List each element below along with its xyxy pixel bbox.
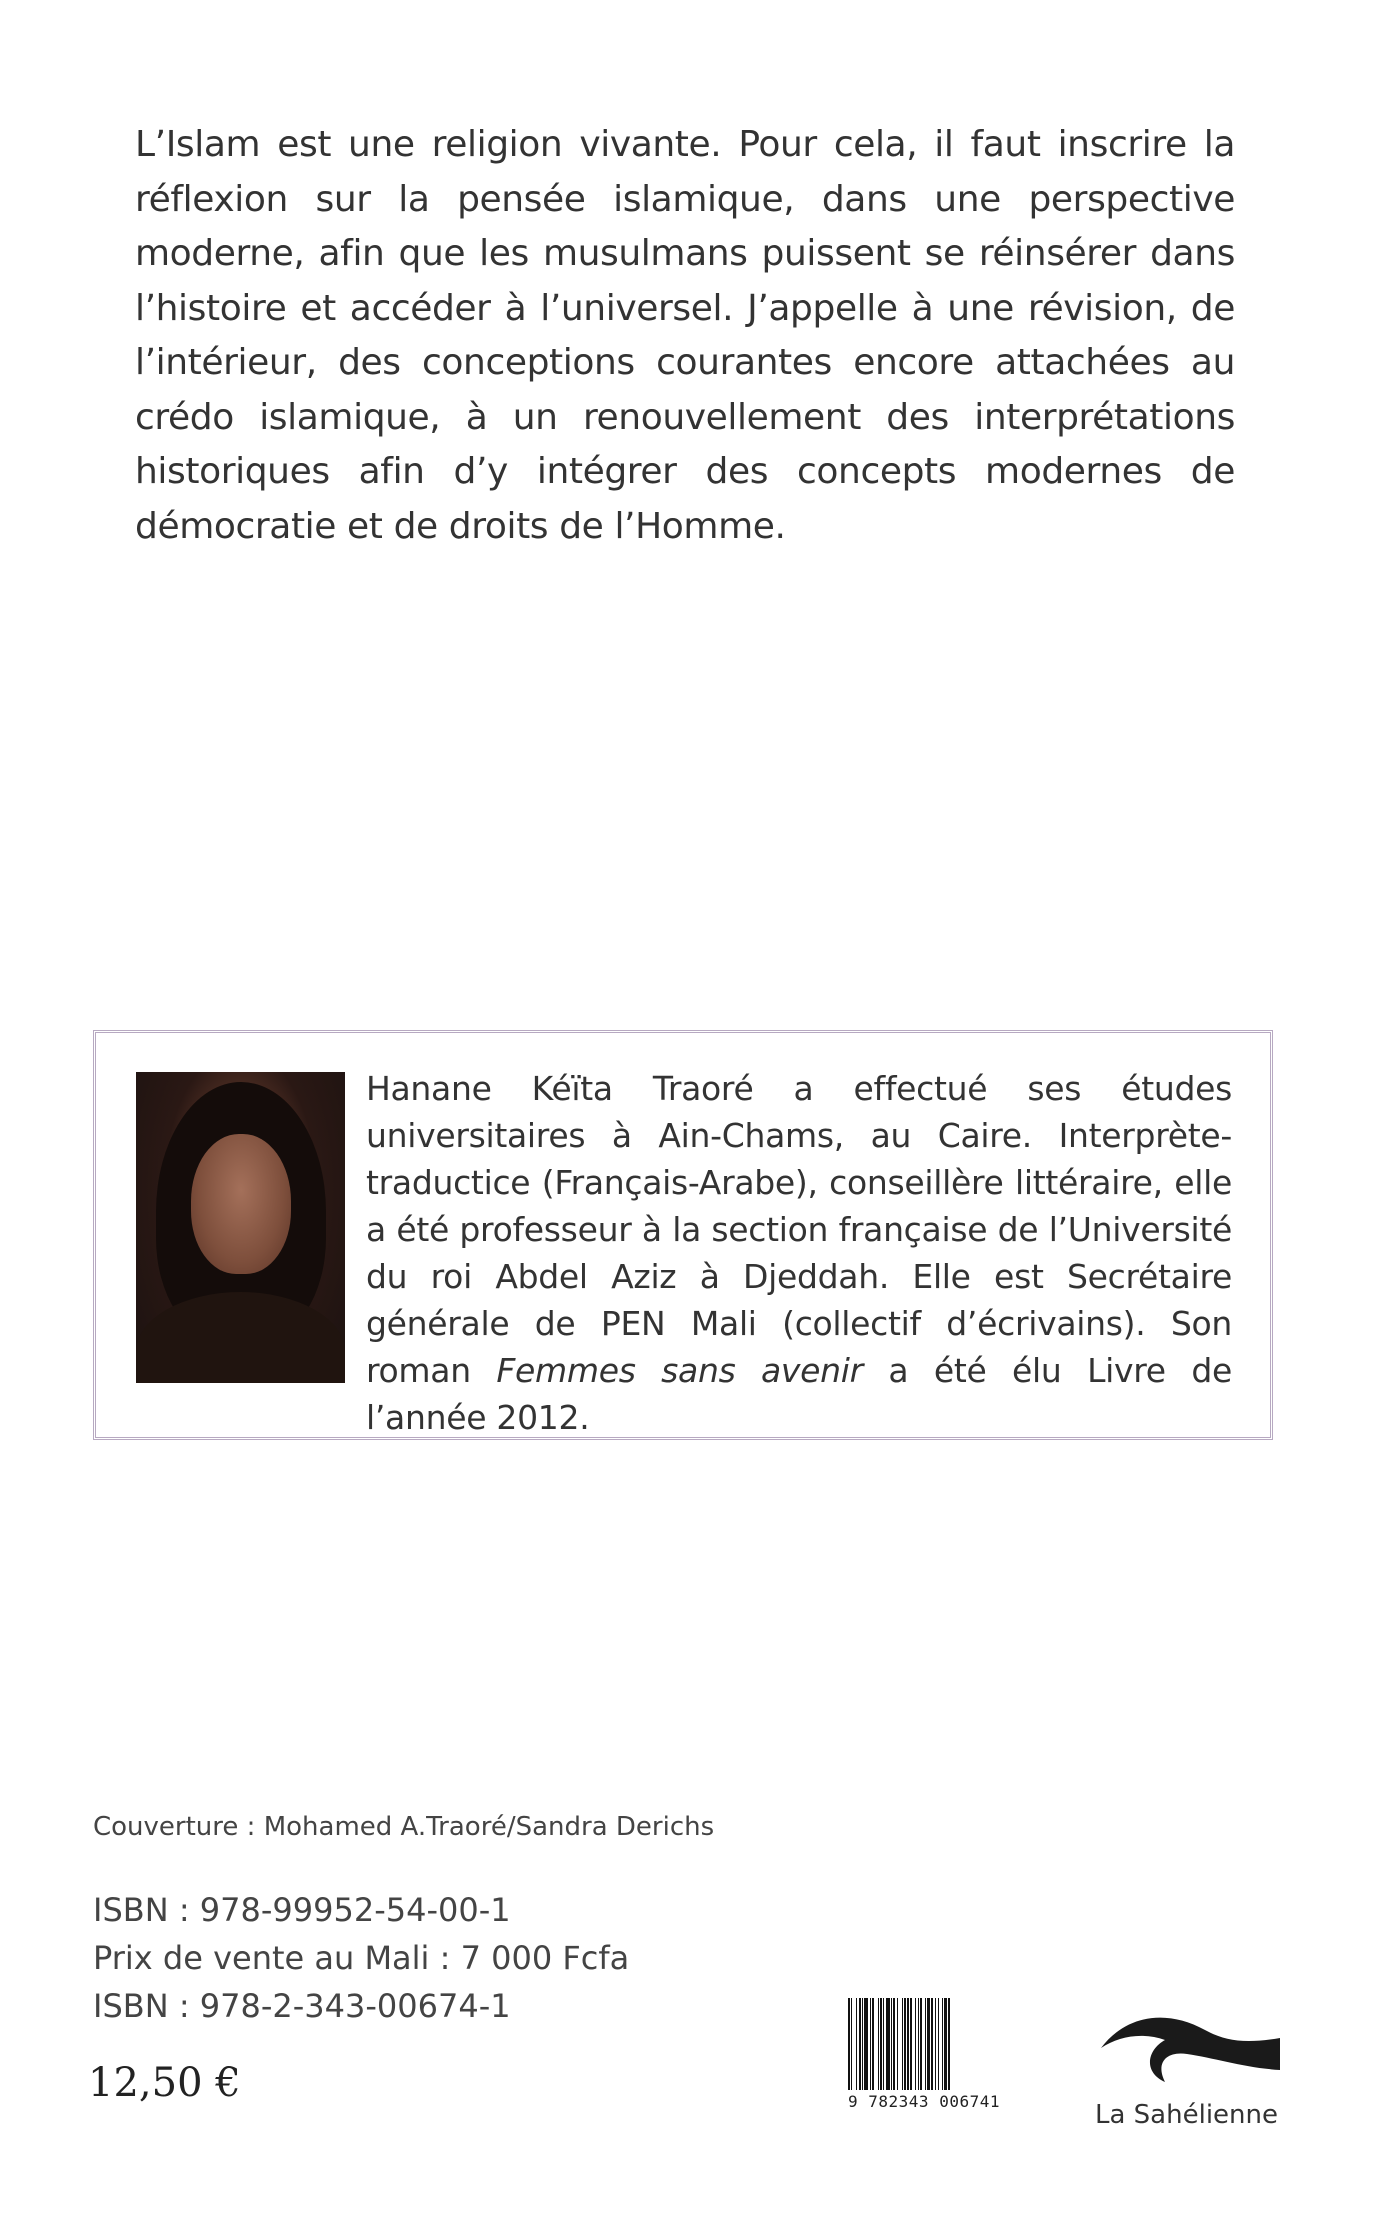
bio-text-before: Hanane Kéïta Traoré a effectué ses études universitaires à Ain-Chams, au Caire. Interprète-traductice (Français-Arabe), conseillère littéraire, elle a été professeur à la section française de l’Université du roi Abdel Aziz à Djeddah. Elle est Secrétaire générale de PEN Mali (collectif d’écrivains). Son roman — [366, 1069, 1232, 1390]
isbn-mali: ISBN : 978-99952-54-00-1 — [93, 1891, 511, 1929]
publisher-logo — [1095, 2010, 1285, 2130]
price-mali: Prix de vente au Mali : 7 000 Fcfa — [93, 1939, 630, 1977]
cover-credit: Couverture : Mohamed A.Traoré/Sandra Derichs — [93, 1812, 715, 1842]
author-photo — [136, 1072, 345, 1383]
isbn-france: ISBN : 978-2-343-00674-1 — [93, 1987, 511, 2025]
barcode-digits: 9 782343 006741 — [848, 2092, 1000, 2111]
blurb-text: L’Islam est une religion vivante. Pour cela, il faut inscrire la réflexion sur la pensée islamique, dans une perspective moderne, afin que les musulmans puissent se réinsérer dans l’histoire et accéder à l’universel. J’appelle à une révision, de l’intérieur, des conceptions courantes encore attachées au crédo islamique, à un renouvellement des interprétations historiques afin d’y intégrer des concepts modernes de démocratie et de droits de l’Homme. — [135, 124, 1235, 547]
author-bio-box — [93, 1030, 1273, 1440]
novel-title: Femmes sans avenir — [496, 1351, 863, 1390]
barcode-bar — [950, 1998, 951, 2090]
price: 12,50 € — [88, 2060, 241, 2106]
back-cover-blurb — [135, 118, 1235, 554]
barcode — [848, 1998, 1048, 2118]
publisher-name: La Sahélienne — [1095, 2100, 1278, 2130]
author-bio — [366, 1065, 1232, 1441]
barcode-bars — [848, 1998, 1048, 2090]
publisher-logo-icon — [1095, 2010, 1285, 2100]
isbn-block — [93, 1886, 629, 2030]
bio-text-after: a été élu Livre de l’année 2012. — [366, 1351, 1232, 1437]
